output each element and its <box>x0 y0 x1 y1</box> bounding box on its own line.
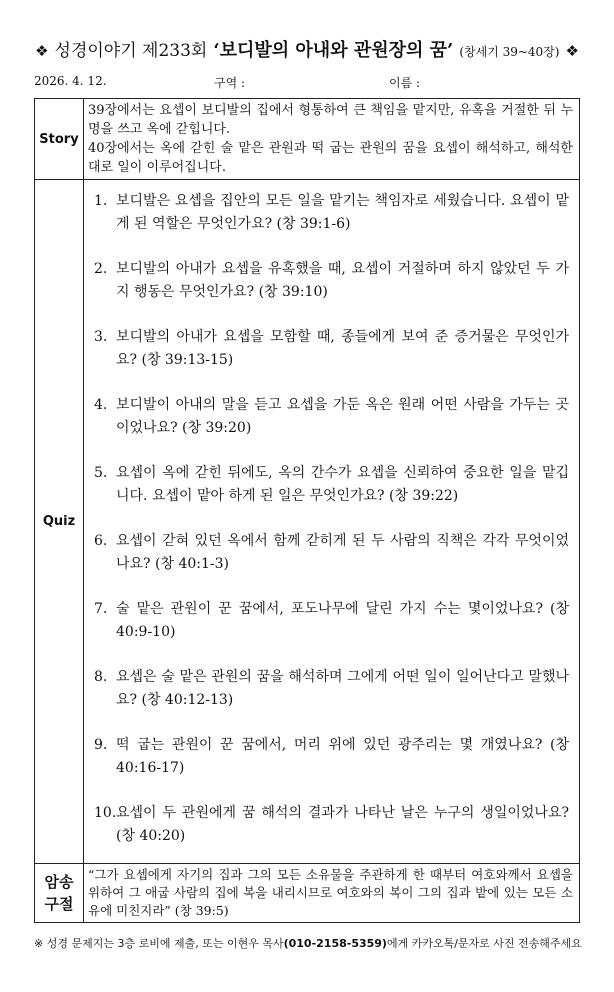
quiz-label: Quiz <box>35 180 84 864</box>
question-number: 8. <box>94 669 108 685</box>
worksheet-title <box>0 36 614 62</box>
footnote-prefix: ※ 성경 문제지는 3층 로비에 제출, 또는 이현우 목사 <box>34 937 284 950</box>
name-label: 이름 : <box>389 76 421 90</box>
question-number: 5. <box>94 465 108 481</box>
quiz-question <box>92 666 569 712</box>
title-reference: (창세기 39~40장) <box>459 45 560 59</box>
story-line-1: 39장에서는 요셉이 보디발의 집에서 형통하여 큰 책임을 맡지만, 유혹을 거절한 뒤 누명을 쓰고 옥에 갇힙니다. <box>88 103 573 137</box>
question-number: 9. <box>94 737 108 753</box>
footnote-phone: (010-2158-5359) <box>283 937 387 950</box>
question-text: 요셉이 옥에 갇힌 뒤에도, 옥의 간수가 요셉을 신뢰하여 중요한 일을 맡깁니다. 요셉이 맡아 하게 된 일은 무엇인가요? (창 39:22) <box>116 465 569 504</box>
quiz-question <box>92 190 569 236</box>
question-text: 보디발은 요셉을 집안의 모든 일을 맡기는 책임자로 세웠습니다. 요셉이 맡게 된 역할은 무엇인가요? (창 39:1-6) <box>116 193 569 232</box>
story-label: Story <box>35 99 84 180</box>
quiz-question <box>92 734 569 780</box>
question-number: 4. <box>94 397 108 413</box>
story-line-2: 40장에서는 옥에 갇힌 술 맡은 관원과 떡 굽는 관원의 꿈을 요셉이 해석하고, 해석한 대로 일이 이루어집니다. <box>88 141 573 175</box>
question-text: 요셉이 두 관원에게 꿈 해석의 결과가 나타난 날은 누구의 생일이었나요? (창 40:20) <box>116 805 569 844</box>
memory-row <box>35 864 580 923</box>
quiz-question <box>92 598 569 644</box>
title-series: 성경이야기 제233회 <box>54 41 208 61</box>
quiz-question <box>92 258 569 304</box>
footnote <box>34 935 594 951</box>
diamond-icon: ❖ <box>565 42 579 60</box>
question-number: 1. <box>94 193 108 209</box>
question-text: 요셉은 술 맡은 관원의 꿈을 해석하며 그에게 어떤 일이 일어난다고 말했나요? (창 40:12-13) <box>116 669 569 708</box>
quiz-question <box>92 326 569 372</box>
quiz-row <box>35 180 580 864</box>
quiz-question <box>92 394 569 440</box>
story-cell <box>84 99 580 180</box>
meta-row <box>34 74 594 92</box>
question-number: 10. <box>94 805 117 821</box>
quiz-question <box>92 462 569 508</box>
story-row <box>35 99 580 180</box>
memory-label <box>35 864 84 923</box>
question-text: 요셉이 갇혀 있던 옥에서 함께 갇히게 된 두 사람의 직책은 각각 무엇이었나요? (창 40:1-3) <box>116 533 569 572</box>
quiz-cell <box>84 180 580 864</box>
memory-cell <box>84 864 580 923</box>
question-text: 보디발이 아내의 말을 듣고 요셉을 가둔 옥은 원래 어떤 사람을 가두는 곳이었나요? (창 39:20) <box>116 397 569 436</box>
worksheet-table <box>34 98 580 923</box>
quiz-question <box>92 802 569 848</box>
footnote-suffix: 에게 카카오톡/문자로 사진 전송해주세요 <box>386 937 582 950</box>
question-number: 3. <box>94 329 108 345</box>
memory-label-line-1: 암송 <box>44 873 74 891</box>
memory-label-line-2: 구절 <box>44 895 74 913</box>
date-text: 2026. 4. 12. <box>34 74 107 88</box>
question-number: 7. <box>94 601 108 617</box>
diamond-icon: ❖ <box>35 42 49 60</box>
question-text: 술 맡은 관원이 꾼 꿈에서, 포도나무에 달린 가지 수는 몇이었나요? (창 40:9-10) <box>116 601 569 640</box>
question-text: 보디발의 아내가 요셉을 유혹했을 때, 요셉이 거절하며 하지 않았던 두 가지 행동은 무엇인가요? (창 39:10) <box>116 261 569 300</box>
memory-verse: “그가 요셉에게 자기의 집과 그의 모든 소유물을 주관하게 한 때부터 여호와께서 요셉을 위하여 그 애굽 사람의 집에 복을 내리시므로 여호와의 복이 그의 집과 밭에 있는 모든 소유에 미친지라” (창 39:5) <box>88 867 573 918</box>
question-text: 보디발의 아내가 요셉을 모함할 때, 종들에게 보여 준 증거물은 무엇인가요? (창 39:13-15) <box>116 329 569 368</box>
question-number: 2. <box>94 261 108 277</box>
question-number: 6. <box>94 533 108 549</box>
title-main: ‘보디발의 아내와 관원장의 꿈’ <box>213 40 454 61</box>
question-text: 떡 굽는 관원이 꾼 꿈에서, 머리 위에 있던 광주리는 몇 개였나요? (창 40:16-17) <box>116 737 569 776</box>
region-label: 구역 : <box>214 76 246 90</box>
quiz-question <box>92 530 569 576</box>
